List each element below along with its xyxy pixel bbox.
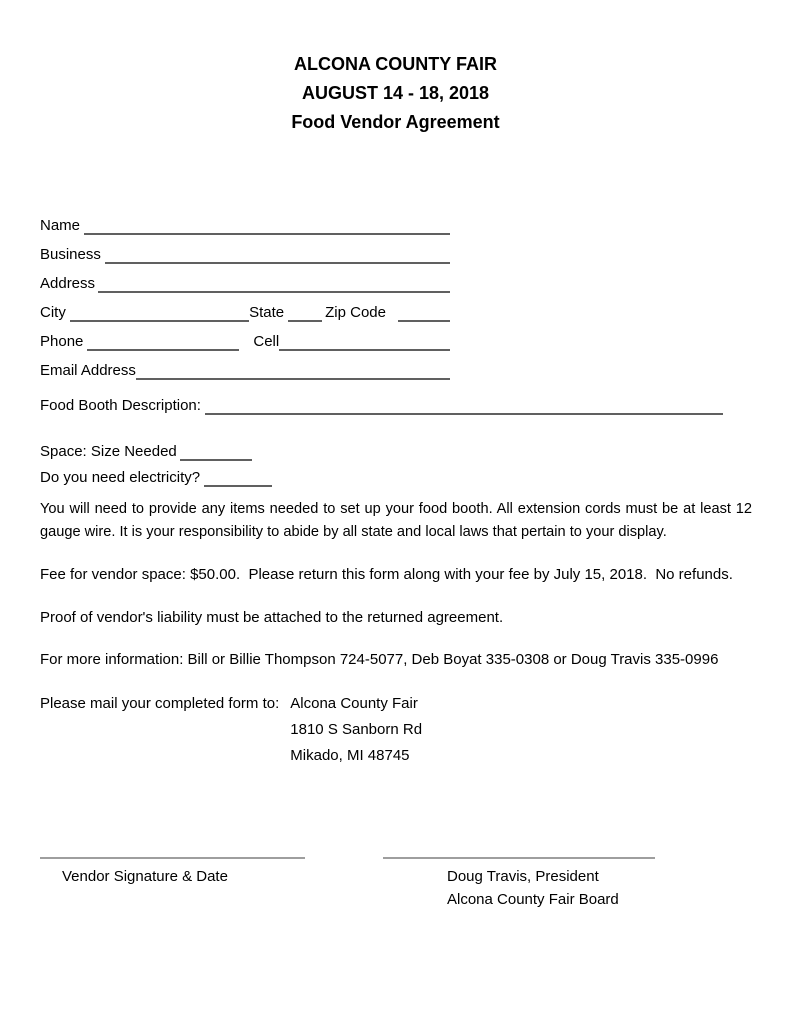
phone-cell-row	[40, 322, 450, 351]
zip-label: Zip Code	[325, 304, 386, 321]
mailing-label: Please mail your completed form to:	[40, 695, 280, 712]
phone-label: Phone	[40, 333, 84, 350]
document-subtitle: Food Vendor Agreement	[291, 112, 500, 132]
president-name: Doug Travis, President	[447, 868, 599, 885]
phone-field[interactable]	[87, 335, 239, 351]
booth-description-field[interactable]	[205, 399, 723, 415]
business-label: Business	[40, 246, 101, 263]
fee-paragraph: Fee for vendor space: $50.00. Please return this form along with your fee by July 15, 2018. No refunds.	[40, 566, 733, 583]
business-row	[40, 235, 450, 264]
space-size-row	[40, 437, 340, 461]
email-field[interactable]	[136, 364, 450, 380]
name-field[interactable]	[84, 219, 450, 235]
mailing-address-street: 1810 S Sanborn Rd	[290, 721, 423, 738]
email-row	[40, 351, 450, 380]
cell-label: Cell	[253, 333, 280, 350]
president-signature-line[interactable]	[383, 857, 655, 859]
mailing-address-org: Alcona County Fair	[290, 695, 418, 712]
contact-info-paragraph: For more information: Bill or Billie Thompson 724-5077, Deb Boyat 335-0308 or Doug Travis 335-0996	[40, 651, 719, 668]
address-label: Address	[40, 275, 96, 292]
name-row	[40, 206, 450, 235]
city-label: City	[40, 304, 66, 321]
name-label: Name	[40, 217, 81, 234]
state-field[interactable]	[288, 306, 322, 322]
mailing-instructions	[40, 691, 422, 769]
page-title: ALCONA COUNTY FAIR	[293, 54, 497, 74]
space-size-field[interactable]	[180, 445, 252, 461]
document-header	[0, 50, 791, 137]
electricity-row	[40, 463, 340, 487]
address-row	[40, 264, 450, 293]
mailing-address	[290, 691, 422, 769]
city-field[interactable]	[70, 306, 249, 322]
city-state-zip-row	[40, 293, 450, 322]
vendor-signature-line[interactable]	[40, 857, 305, 859]
electricity-field[interactable]	[204, 471, 272, 487]
liability-paragraph: Proof of vendor's liability must be attached to the returned agreement.	[40, 609, 504, 626]
setup-requirements-paragraph: You will need to provide any items needed to set up your food booth. All extension cords must be at least 12 gauge wire. It is your responsibility to abide by all state and local laws that pertain to your display.	[40, 501, 757, 540]
signature-section	[0, 845, 791, 965]
cell-field[interactable]	[279, 335, 450, 351]
vendor-info-fields	[40, 206, 450, 380]
address-field[interactable]	[98, 277, 450, 293]
business-field[interactable]	[105, 248, 450, 264]
mailing-address-city: Mikado, MI 48745	[290, 747, 410, 764]
zip-field[interactable]	[398, 306, 450, 322]
state-label: State	[249, 304, 285, 321]
vendor-signature-block	[40, 845, 305, 888]
president-org: Alcona County Fair Board	[447, 891, 619, 908]
booth-description-label: Food Booth Description:	[40, 397, 201, 414]
president-signature-block	[383, 845, 655, 911]
vendor-signature-label: Vendor Signature & Date	[62, 868, 228, 885]
space-size-label: Space: Size Needed	[40, 443, 177, 460]
event-dates: AUGUST 14 - 18, 2018	[301, 83, 490, 103]
email-label: Email Address	[40, 362, 136, 379]
booth-description-row	[40, 386, 723, 415]
electricity-label: Do you need electricity?	[40, 469, 201, 486]
